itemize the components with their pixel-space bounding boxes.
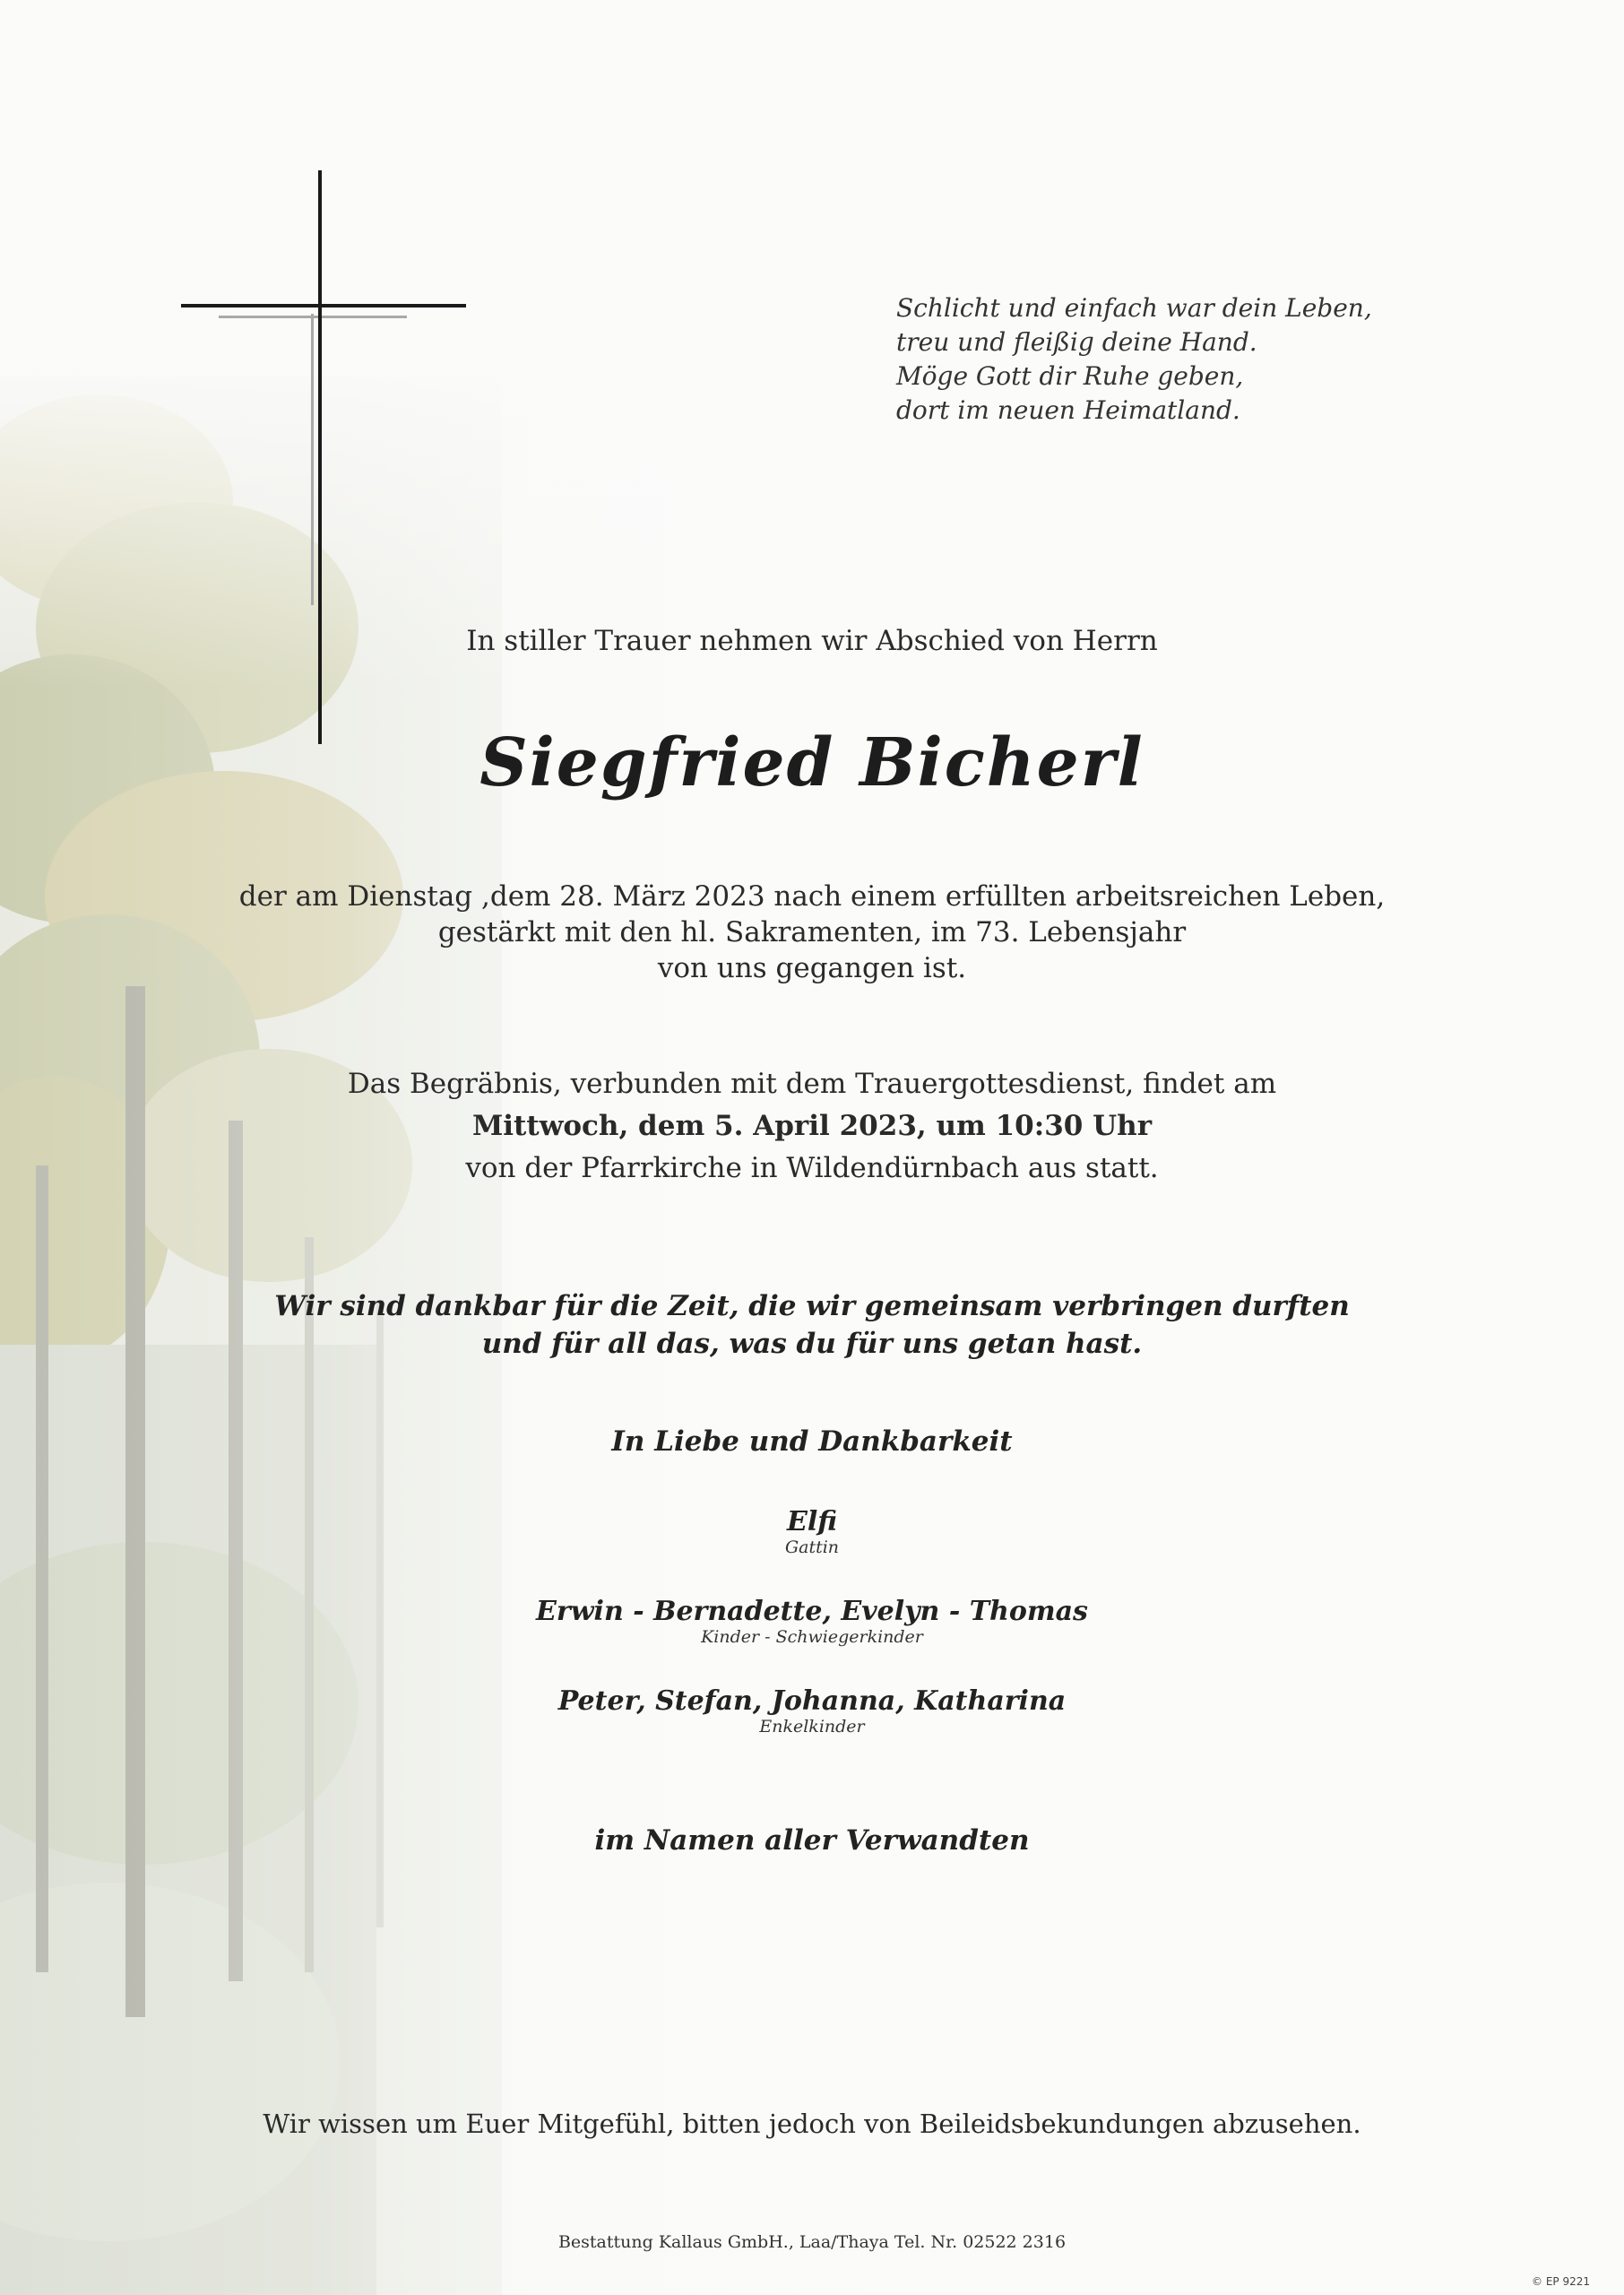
mourner-group bbox=[0, 1596, 1624, 1647]
mourner-group bbox=[0, 1506, 1624, 1557]
funeral-intro: Das Begräbnis, verbunden mit dem Trauergottesdienst, findet am bbox=[347, 1068, 1277, 1100]
funeral-location: von der Pfarrkirche in Wildendürnbach aus statt. bbox=[465, 1152, 1159, 1184]
print-code: © EP 9221 bbox=[1532, 2275, 1590, 2288]
deceased-name: Siegfried Bicherl bbox=[479, 724, 1145, 801]
poem-line: Schlicht und einfach war dein Leben, bbox=[896, 293, 1372, 323]
death-notice-line: gestärkt mit den hl. Sakramenten, im 73. Lebensjahr bbox=[437, 916, 1187, 948]
mourner-names: Elfi bbox=[786, 1506, 838, 1537]
poem bbox=[896, 291, 1372, 428]
mourner-role: Kinder - Schwiegerkinder bbox=[701, 1627, 923, 1647]
signoff: In Liebe und Dankbarkeit bbox=[611, 1425, 1013, 1458]
thanks-text bbox=[0, 1287, 1624, 1363]
poem-line: dort im neuen Heimatland. bbox=[896, 395, 1240, 425]
condolence-note: Wir wissen um Euer Mitgefühl, bitten jedoch von Beileidsbekundungen abzusehen. bbox=[263, 2109, 1361, 2139]
death-notice-line: der am Dienstag ,dem 28. März 2023 nach einem erfüllten arbeitsreichen Leben, bbox=[238, 880, 1386, 913]
funeral-datetime: Mittwoch, dem 5. April 2023, um 10:30 Uhr bbox=[471, 1110, 1153, 1142]
thanks-line: Wir sind dankbar für die Zeit, die wir gemeinsam verbringen durften bbox=[274, 1290, 1350, 1322]
undertaker-info: Bestattung Kallaus GmbH., Laa/Thaya Tel. Nr. 02522 2316 bbox=[557, 2232, 1067, 2252]
intro-text: In stiller Trauer nehmen wir Abschied von Herrn bbox=[466, 625, 1158, 657]
poem-line: treu und fleißig deine Hand. bbox=[896, 327, 1257, 357]
death-notice-line: von uns gegangen ist. bbox=[657, 952, 967, 984]
relatives-line: im Namen aller Verwandten bbox=[594, 1824, 1030, 1857]
funeral-details bbox=[0, 1063, 1624, 1190]
death-notice bbox=[0, 879, 1624, 986]
cross-icon bbox=[0, 0, 538, 807]
mourner-group bbox=[0, 1685, 1624, 1736]
poem-line: Möge Gott dir Ruhe geben, bbox=[896, 361, 1244, 391]
thanks-line: und für all das, was du für uns getan hast. bbox=[481, 1328, 1143, 1360]
mourner-role: Gattin bbox=[784, 1537, 840, 1557]
mourner-names: Erwin - Bernadette, Evelyn - Thomas bbox=[536, 1596, 1088, 1627]
mourner-names: Peter, Stefan, Johanna, Katharina bbox=[557, 1685, 1067, 1717]
mourner-role: Enkelkinder bbox=[759, 1717, 865, 1736]
